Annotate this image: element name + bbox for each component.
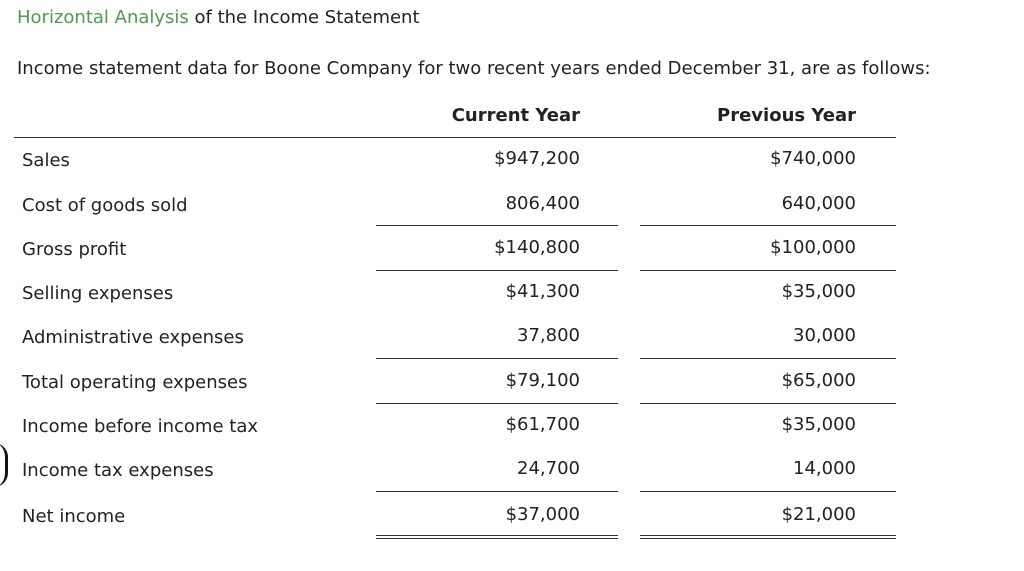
table-row-income-before-income-tax <box>0 413 1024 441</box>
current-year-value: $37,000 <box>505 504 580 525</box>
table-row-gross-profit <box>0 236 1024 264</box>
subtotal-rule-current <box>376 225 618 226</box>
current-year-value: $140,800 <box>494 237 580 258</box>
page-title <box>17 6 420 30</box>
header-divider <box>14 137 896 138</box>
previous-year-value: $100,000 <box>770 237 856 258</box>
current-year-value: $41,300 <box>505 281 580 302</box>
table-row-administrative-expenses <box>0 324 1024 352</box>
subtotal-rule-current <box>376 270 618 271</box>
previous-year-value: $740,000 <box>770 148 856 169</box>
row-label: Income tax expenses <box>22 460 214 481</box>
previous-year-value: $21,000 <box>781 504 856 525</box>
column-header-previous-year: Previous Year <box>717 105 856 126</box>
current-year-value: 37,800 <box>517 325 580 346</box>
table-row-selling-expenses <box>0 280 1024 308</box>
subtotal-rule-previous <box>640 270 896 271</box>
subtotal-rule-current <box>376 403 618 404</box>
total-double-rule-current <box>376 535 618 539</box>
row-label: Selling expenses <box>22 283 174 304</box>
title-link[interactable]: Horizontal Analysis <box>17 7 189 28</box>
current-year-value: $947,200 <box>494 148 580 169</box>
table-row-net-income <box>0 503 1024 531</box>
row-label: Sales <box>22 150 70 171</box>
current-year-value: $61,700 <box>505 414 580 435</box>
title-text: of the Income Statement <box>188 7 420 28</box>
row-label: Administrative expenses <box>22 327 244 348</box>
row-label: Gross profit <box>22 239 127 260</box>
previous-year-value: 30,000 <box>793 325 856 346</box>
previous-year-value: $65,000 <box>781 370 856 391</box>
subtotal-rule-current <box>376 358 618 359</box>
current-year-value: $79,100 <box>505 370 580 391</box>
table-row-income-tax-expenses <box>0 457 1024 485</box>
subtotal-rule-previous <box>640 403 896 404</box>
subtotal-rule-previous <box>640 358 896 359</box>
intro-text: Income statement data for Boone Company for two recent years ended December 31, are as follows: <box>17 58 931 79</box>
table-row-sales <box>0 147 1024 175</box>
subtotal-rule-previous <box>640 225 896 226</box>
row-label: Net income <box>22 506 126 527</box>
row-label: Total operating expenses <box>22 372 248 393</box>
current-year-value: 24,700 <box>517 458 580 479</box>
row-label: Income before income tax <box>22 416 258 437</box>
subtotal-rule-previous <box>640 491 896 492</box>
previous-year-value: $35,000 <box>781 281 856 302</box>
previous-year-value: 640,000 <box>781 193 856 214</box>
current-year-value: 806,400 <box>505 193 580 214</box>
table-row-cost-of-goods-sold <box>0 192 1024 220</box>
table-row-total-operating-expenses <box>0 369 1024 397</box>
row-label: Cost of goods sold <box>22 195 188 216</box>
subtotal-rule-current <box>376 491 618 492</box>
column-header-current-year: Current Year <box>451 105 580 126</box>
previous-year-value: 14,000 <box>793 458 856 479</box>
previous-year-value: $35,000 <box>781 414 856 435</box>
total-double-rule-previous <box>640 535 896 539</box>
